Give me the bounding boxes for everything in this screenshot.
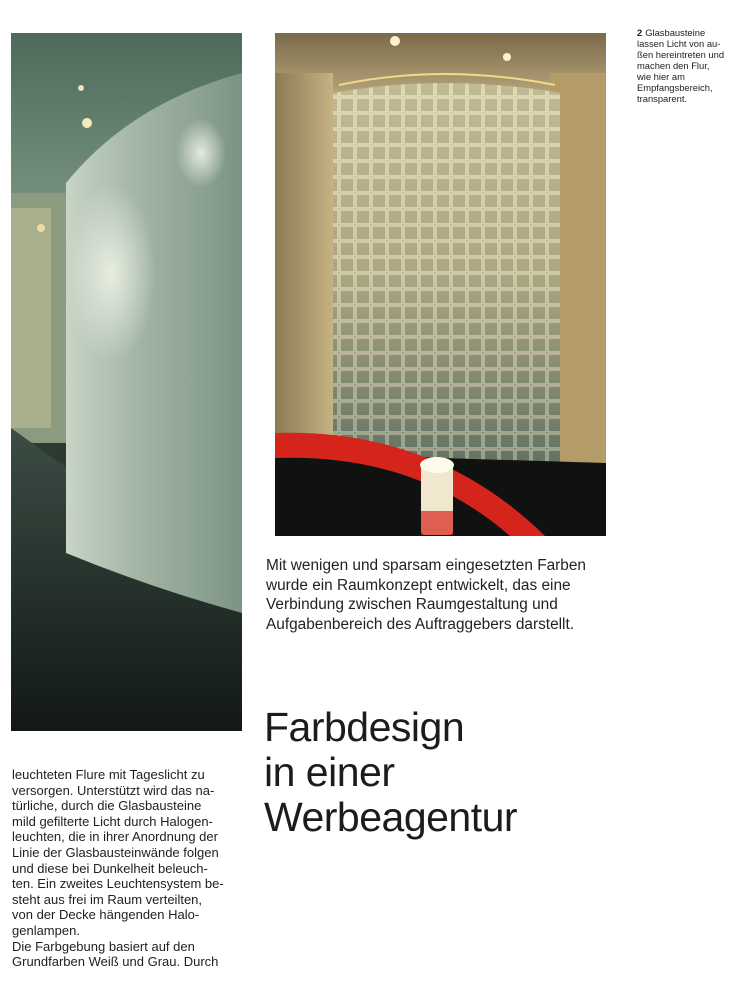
body-line: leuchteten Flure mit Tageslicht zu [12, 767, 205, 782]
body-line: und diese bei Dunkelheit beleuch- [12, 860, 208, 876]
caption-line: lassen Licht von au- [637, 38, 721, 49]
reception-photo [275, 33, 606, 536]
intro-line: Aufgabenbereich des Auftraggebers darstellt. [266, 615, 575, 633]
intro-line: Verbindung zwischen Raumgestaltung und [266, 596, 558, 613]
body-line: steht aus frei im Raum verteilten, [12, 891, 203, 907]
headline-line: Werbeagentur [264, 794, 518, 840]
body-line: versorgen. Unterstützt wird das na- [12, 782, 215, 798]
body-line: ten. Ein zweites Leuchtensystem be- [12, 876, 224, 892]
intro-paragraph [266, 556, 636, 634]
caption-line: Empfangsbereich, [637, 82, 713, 93]
corridor-photo-graphic [11, 33, 242, 731]
body-line: genlampen. [12, 922, 80, 938]
body-line: von der Decke hängenden Halo- [12, 907, 200, 923]
corridor-photo [11, 33, 242, 731]
body-line: Grundfarben Weiß und Grau. Durch [12, 954, 219, 970]
caption-line: machen den Flur, [637, 60, 710, 71]
intro-line: wurde ein Raumkonzept entwickelt, das eine [266, 576, 571, 594]
body-line: mild gefilterte Licht durch Halogen- [12, 813, 213, 829]
body-column [12, 767, 252, 970]
intro-line: Mit wenigen und sparsam eingesetzten Farben [266, 557, 586, 574]
body-line: türliche, durch die Glasbausteine [12, 798, 202, 814]
body-line: Die Farbgebung basiert auf den [12, 938, 195, 954]
headline-line: Farbdesign [264, 704, 465, 750]
photo-caption [637, 27, 741, 104]
reception-photo-graphic [275, 33, 606, 536]
caption-number: 2 [637, 27, 643, 38]
article-headline [264, 705, 594, 840]
caption-line: transparent. [637, 93, 688, 104]
caption-line: ßen hereintreten und [637, 49, 725, 60]
body-line: Linie der Glasbausteinwände folgen [12, 844, 219, 860]
caption-line: Glasbausteine [645, 27, 706, 38]
caption-line: wie hier am [637, 71, 685, 82]
body-line: leuchten, die in ihrer Anordnung der [12, 829, 218, 845]
headline-line: in einer [264, 749, 395, 795]
